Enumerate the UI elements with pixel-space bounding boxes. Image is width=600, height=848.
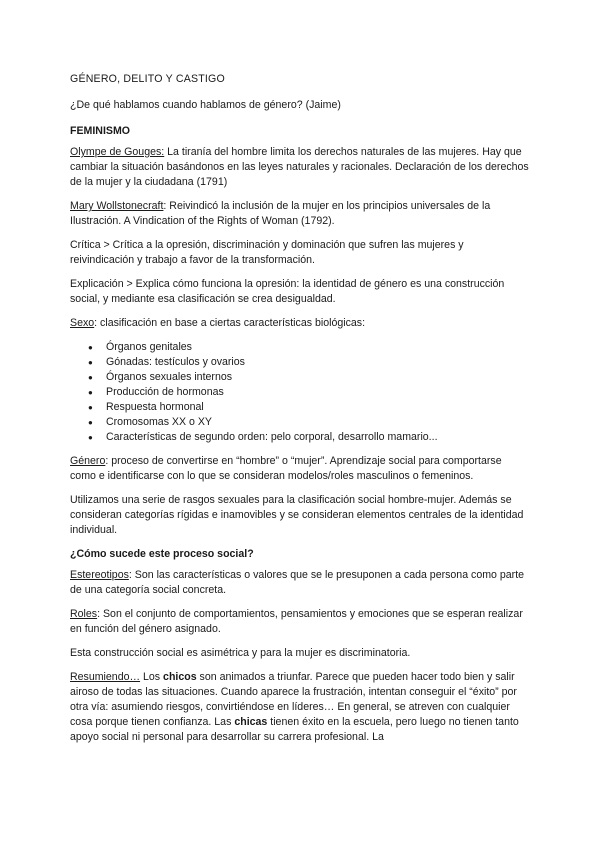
text-resumiendo-2: son animados a triunfar. Parece que pueden hacer todo bien y salir airoso de todas las situaciones. Cuando aparece la frustración, intentan conseguir el “éxito” por otra vía: asumiendo riesgos, convirtiéndose en líderes… En general, se atreven con cualquier cosa porque tienen confianza. Las <box>70 671 517 728</box>
text-estereotipos: : Son las características o valores que se le presuponen a cada persona como parte de una categoría social concreta. <box>70 569 525 596</box>
term-genero: Género <box>70 455 106 467</box>
section-heading-feminismo: FEMINISMO <box>70 125 131 137</box>
list-item: ● Cromosomas XX o XY <box>106 415 530 430</box>
term-resumiendo: Resumiendo… <box>70 671 141 683</box>
paragraph-genero <box>70 454 530 484</box>
document-title: GÉNERO, DELITO Y CASTIGO <box>70 73 225 85</box>
list-item: ● Características de segundo orden: pelo corporal, desarrollo mamario... <box>106 430 530 445</box>
list-item: ● Órganos genitales <box>106 340 530 355</box>
text-olympe: La tiranía del hombre limita los derechos naturales de las mujeres. Hay que cambiar la situación basándonos en las leyes naturales y racionales. Declaración de los derechos de la mujer y la ciudadana (1791) <box>70 146 529 188</box>
paragraph-resumiendo <box>70 670 530 745</box>
paragraph-olympe <box>70 145 530 190</box>
list-item: ● Órganos sexuales internos <box>106 370 530 385</box>
paragraph-critica: Crítica > Crítica a la opresión, discriminación y dominación que sufren las mujeres y reivindicación y trabajo a favor de la transformación. <box>70 239 464 266</box>
text-sexo: : clasificación en base a ciertas características biológicas: <box>94 317 366 329</box>
paragraph-estereotipos <box>70 568 530 598</box>
text-resumiendo-3: tienen éxito en la escuela, pero luego no tienen tanto apoyo social ni personal para desarrollar su carrera profesional. La <box>70 716 519 743</box>
section-heading-proceso: ¿Cómo sucede este proceso social? <box>70 548 254 560</box>
list-item: ● Respuesta hormonal <box>106 400 530 415</box>
bold-chicas: chicas <box>234 716 268 728</box>
paragraph-sexo <box>70 316 530 331</box>
text-genero: : proceso de convertirse en “hombre” o “mujer”. Aprendizaje social para comportarse como e identificarse con lo que se consideran modelos/roles masculinos o femeninos. <box>70 455 502 482</box>
list-item: ● Gónadas: testículos y ovarios <box>106 355 530 370</box>
list-item: ● Producción de hormonas <box>106 385 530 400</box>
paragraph-asimetrica: Esta construcción social es asimétrica y para la mujer es discriminatoria. <box>70 647 411 659</box>
paragraph-mary <box>70 199 530 229</box>
term-sexo: Sexo <box>70 317 95 329</box>
bold-chicos: chicos <box>163 671 197 683</box>
paragraph-explicacion: Explicación > Explica cómo funciona la opresión: la identidad de género es una construcción social, y mediante esa clasificación se crea desigualdad. <box>70 278 505 305</box>
paragraph-utilizamos: Utilizamos una serie de rasgos sexuales para la clasificación social hombre-mujer. Además se consideran categorías rígidas e inamovibles y se consideran elementos centrales de la identidad individual. <box>70 494 524 536</box>
text-mary: : Reivindicó la inclusión de la mujer en los principios universales de la Ilustración. A Vindication of the Rights of Woman (1792). <box>70 200 491 227</box>
text-roles: : Son el conjunto de comportamientos, pensamientos y emociones que se esperan realizar en función del género asignado. <box>70 608 523 635</box>
term-estereotipos: Estereotipos <box>70 569 129 581</box>
term-roles: Roles <box>70 608 98 620</box>
document-subtitle: ¿De qué hablamos cuando hablamos de género? (Jaime) <box>70 99 341 111</box>
term-mary: Mary Wollstonecraft <box>70 200 164 212</box>
sexo-list <box>70 340 530 445</box>
paragraph-roles <box>70 607 530 637</box>
term-olympe: Olympe de Gouges: <box>70 146 165 158</box>
text-resumiendo-1: Los <box>140 671 164 683</box>
